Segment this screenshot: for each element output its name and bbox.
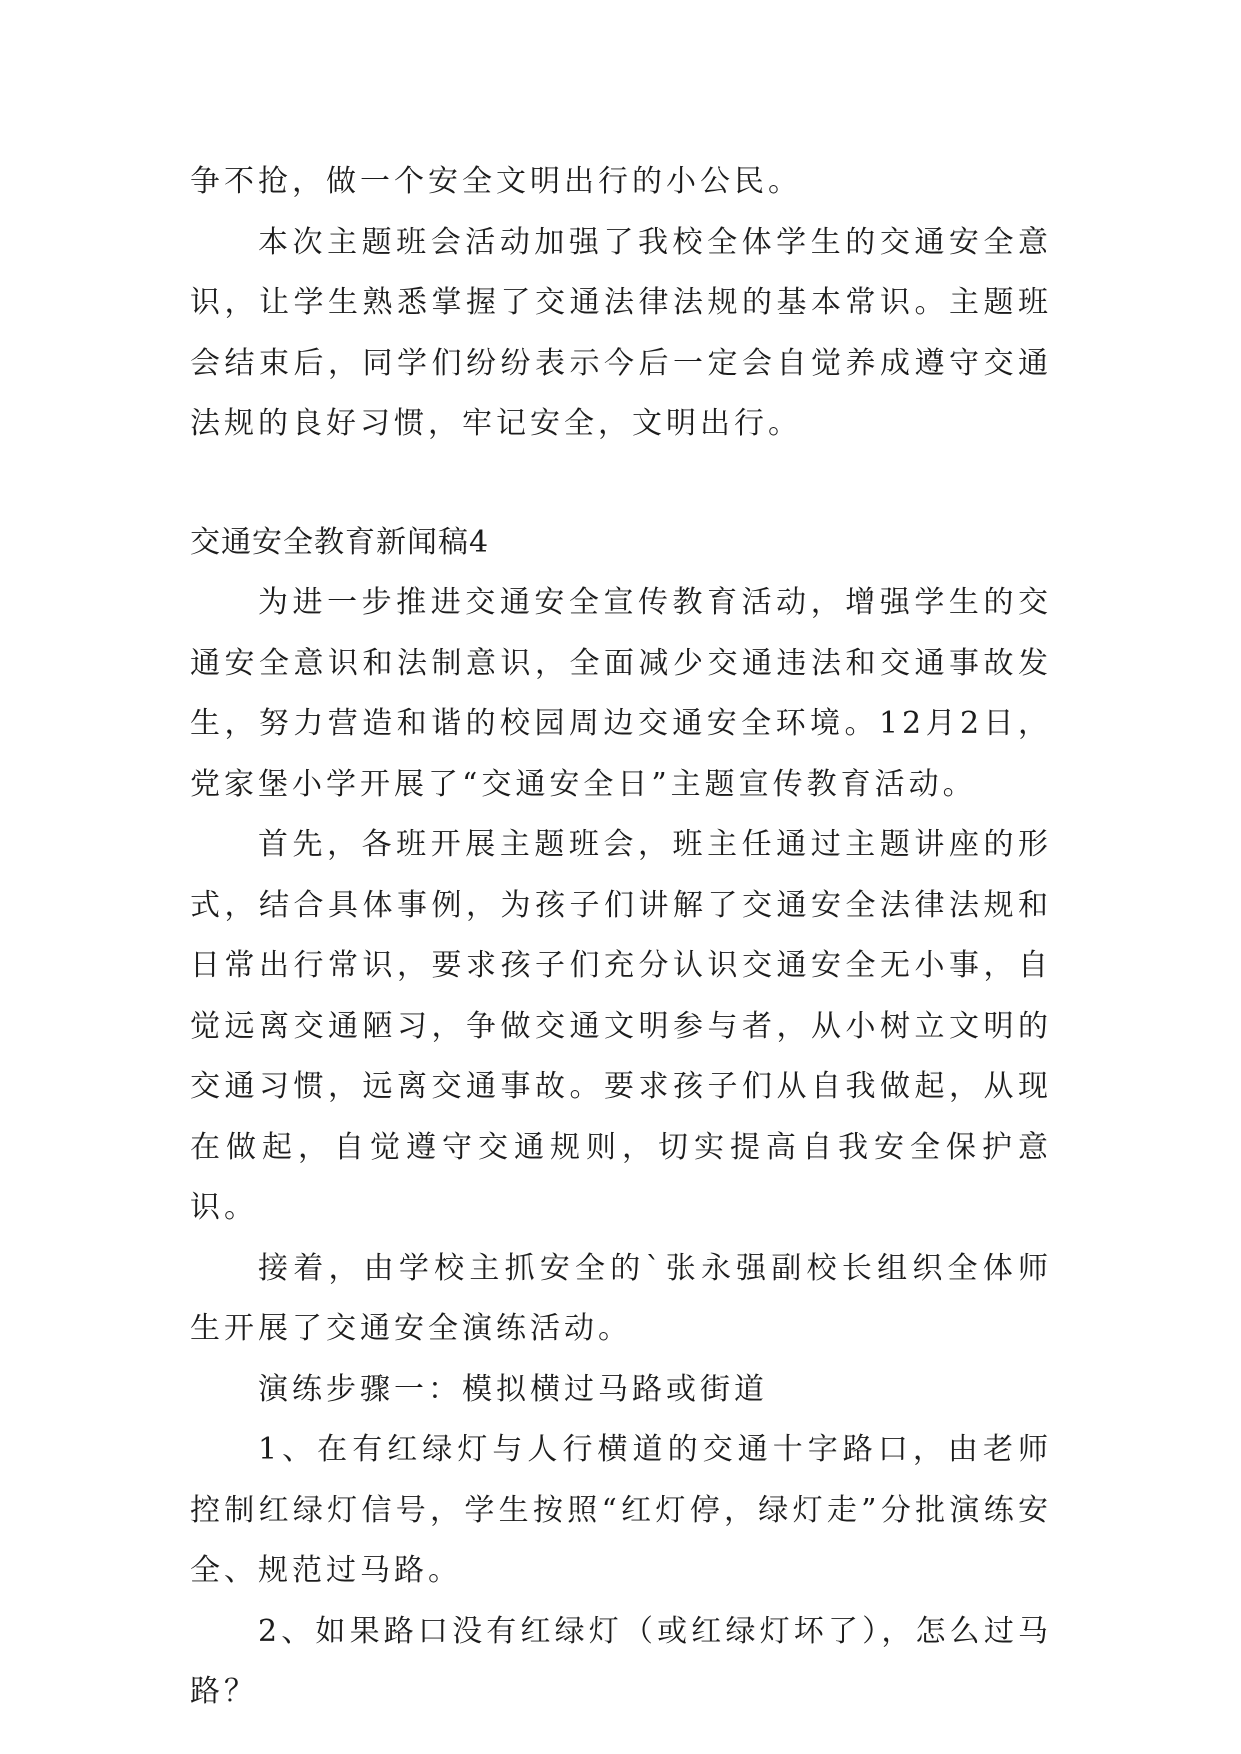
paragraph: 2、如果路口没有红绿灯（或红绿灯坏了），怎么过马路？ bbox=[190, 1613, 1052, 1709]
paragraph: 1、在有红绿灯与人行横道的交通十字路口，由老师控制红绿灯信号，学生按照“红灯停，绿灯走”分批演练安全、规范过马路。 bbox=[190, 1432, 1052, 1588]
paragraph: 演练步骤一：模拟横过马路或街道 bbox=[258, 1371, 768, 1407]
paragraph: 为进一步推进交通安全宣传教育活动，增强学生的交通安全意识和法制意识，全面减少交通违法和交通事故发生，努力营造和谐的校园周边交通安全环境。12月2日，党家堡小学开展了“交通安全日”主题宣传教育活动。 bbox=[190, 585, 1052, 802]
document-body bbox=[190, 152, 1052, 1723]
paragraph: 接着，由学校主抓安全的`张永强副校长组织全体师生开展了交通安全演练活动。 bbox=[190, 1250, 1052, 1346]
paragraph: 首先，各班开展主题班会，班主任通过主题讲座的形式，结合具体事例，为孩子们讲解了交通安全法律法规和日常出行常识，要求孩子们充分认识交通安全无小事，自觉远离交通陋习，争做交通文明参与者，从小树立文明的交通习惯，远离交通事故。要求孩子们从自我做起，从现在做起，自觉遵守交通规则，切实提高自我安全保护意识。 bbox=[190, 827, 1052, 1225]
paragraph-continued: 争不抢，做一个安全文明出行的小公民。 bbox=[190, 164, 802, 199]
paragraph: 本次主题班会活动加强了我校全体学生的交通安全意识，让学生熟悉掌握了交通法律法规的基本常识。主题班会结束后，同学们纷纷表示今后一定会自觉养成遵守交通法规的良好习惯，牢记安全，文明出行。 bbox=[190, 224, 1052, 441]
section-heading: 交通安全教育新闻稿4 bbox=[190, 524, 490, 560]
